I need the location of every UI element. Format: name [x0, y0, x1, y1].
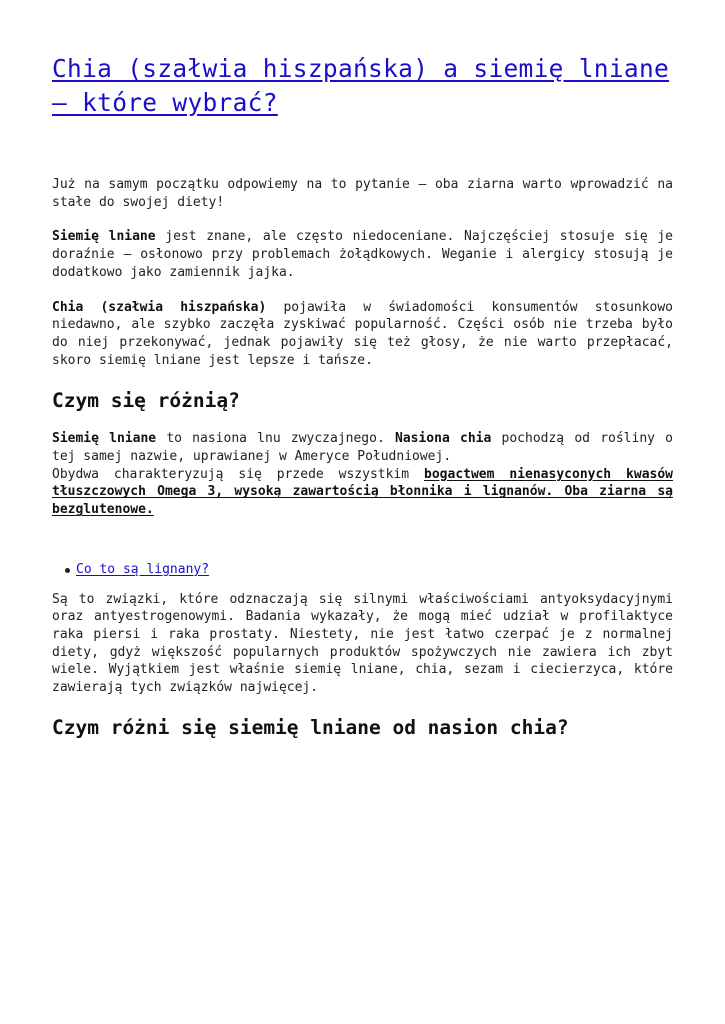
flax-term: Siemię lniane	[52, 229, 156, 245]
list-item	[76, 561, 673, 579]
lignans-link[interactable]: Co to są lignany?	[76, 561, 210, 577]
chia-paragraph	[52, 299, 673, 370]
heading-flax-vs-chia: Czym różni się siemię lniane od nasion chia?	[52, 715, 569, 739]
intro-paragraph: Już na samym początku odpowiemy na to pytanie – oba ziarna warto wprowadzić na stałe do swojej diety!	[52, 177, 673, 210]
article-title-link[interactable]: Chia (szałwia hiszpańska) a siemię lniane – które wybrać?	[52, 54, 670, 117]
both-paragraph	[52, 466, 673, 519]
article	[52, 52, 673, 741]
chia-description: pojawiła w świadomości konsumentów stosunkowo niedawno, ale szybko zaczęła zyskiwać popularność. Części osób nie trzeba było do niej przekonywać, jednak pojawiły się też głosy, że nie warto przepłacać, skoro siemię lniane jest lepsze i tańsze.	[52, 299, 673, 368]
both-intro-text: Obydwa charakteryzują się przede wszystkim	[52, 466, 425, 482]
flax-term-2: Siemię lniane	[52, 431, 157, 447]
flax-description: jest znane, ale często niedoceniane. Najczęściej stosuje się je doraźnie – osłonowo przy problemach żołądkowych. Weganie i alergicy stosują je dodatkowo jako zamiennik jajka.	[52, 229, 674, 280]
chia-term: Chia (szałwia hiszpańska)	[52, 299, 267, 315]
flax-paragraph	[52, 228, 673, 281]
chia-origin-text: pochodzą od rośliny o tej samej nazwie, uprawianej w Ameryce Południowej.	[52, 431, 674, 465]
lignans-list	[52, 561, 673, 579]
lignans-paragraph: Są to związki, które odznaczają się silnymi właściwościami antyoksydacyjnymi oraz antyestrogenowymi. Badania wykazały, że mogą mieć udział w profilaktyce raka piersi i raka prostaty. Niestety, nie jest łatwo czerpać je z normalnej diety, gdyż większość popularnych produktów spożywczych nie zawiera ich zbyt wiele. Wyjątkiem jest właśnie siemię lniane, chia, sezam i ciecierzyca, które zawierają tych związków najwięcej.	[52, 591, 673, 696]
flax-origin-text: to nasiona lnu zwyczajnego.	[156, 431, 395, 447]
heading-differences: Czym się różnią?	[52, 389, 240, 413]
origin-paragraph	[52, 430, 673, 465]
nutrients-highlight: bogactwem nienasyconych kwasów tłuszczowych Omega 3, wysoką zawartością błonnika i lignanów. Oba ziarna są bezglutenowe.	[52, 466, 673, 518]
bullet-dot-icon	[65, 568, 70, 573]
chia-seeds-term: Nasiona chia	[395, 431, 492, 447]
